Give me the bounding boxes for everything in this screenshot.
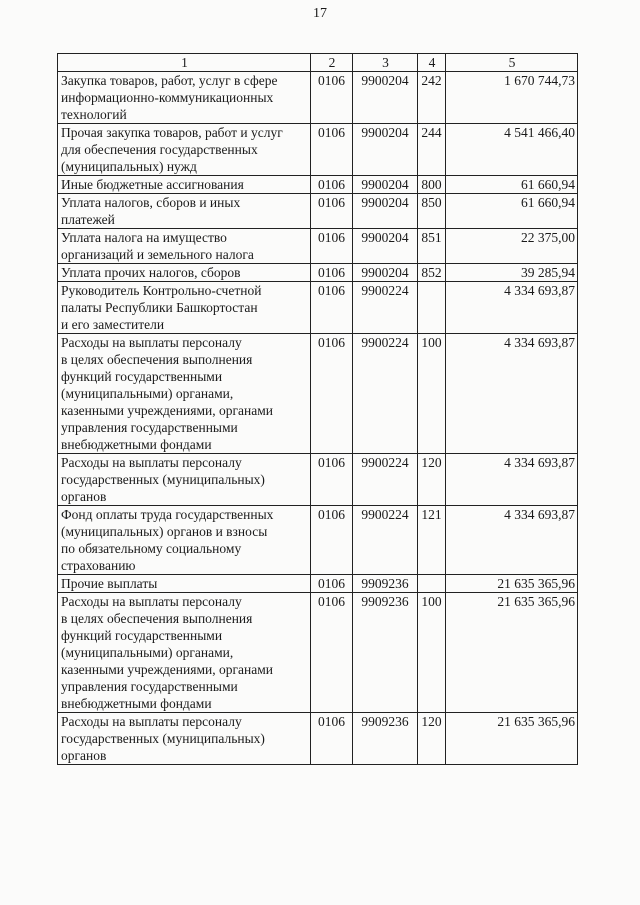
row-section-code: 0106 (311, 575, 353, 593)
row-expense-type-code: 850 (418, 194, 446, 229)
table-row (58, 282, 578, 334)
row-article-code: 9900224 (353, 506, 418, 575)
table-row (58, 713, 578, 765)
table-row (58, 454, 578, 506)
row-article-code: 9900224 (353, 334, 418, 454)
row-expense-type-code: 800 (418, 176, 446, 194)
row-name-cell: Уплата прочих налогов, сборов (58, 264, 311, 282)
row-expense-type-code: 121 (418, 506, 446, 575)
table-header-row (58, 54, 578, 72)
row-expense-type-code: 242 (418, 72, 446, 124)
table-row (58, 194, 578, 229)
row-amount: 4 541 466,40 (446, 124, 578, 176)
header-col-3: 3 (353, 54, 418, 72)
row-name-cell: Расходы на выплаты персоналу в целях обеспечения выполнения функций государственными (муниципальными) органами, казенными учреждениями, органами управления государственными внебюджетными фондами (58, 593, 311, 713)
row-name-cell: Прочие выплаты (58, 575, 311, 593)
row-expense-type-code: 120 (418, 454, 446, 506)
row-name-cell: Расходы на выплаты персоналу государственных (муниципальных) органов (58, 713, 311, 765)
row-section-code: 0106 (311, 124, 353, 176)
row-amount: 39 285,94 (446, 264, 578, 282)
row-section-code: 0106 (311, 713, 353, 765)
row-amount: 22 375,00 (446, 229, 578, 264)
row-amount: 21 635 365,96 (446, 593, 578, 713)
row-amount: 4 334 693,87 (446, 454, 578, 506)
row-amount: 4 334 693,87 (446, 506, 578, 575)
row-amount: 1 670 744,73 (446, 72, 578, 124)
row-section-code: 0106 (311, 506, 353, 575)
page-number: 17 (313, 6, 327, 21)
row-article-code: 9900204 (353, 176, 418, 194)
row-article-code: 9900224 (353, 454, 418, 506)
table-row (58, 575, 578, 593)
row-expense-type-code: 120 (418, 713, 446, 765)
row-amount: 21 635 365,96 (446, 713, 578, 765)
row-name-cell: Расходы на выплаты персоналу государственных (муниципальных) органов (58, 454, 311, 506)
table-row (58, 229, 578, 264)
row-name-cell: Фонд оплаты труда государственных (муниципальных) органов и взносы по обязательному социальному страхованию (58, 506, 311, 575)
row-article-code: 9900204 (353, 124, 418, 176)
budget-table (57, 53, 578, 765)
table-row (58, 264, 578, 282)
row-article-code: 9900204 (353, 72, 418, 124)
row-article-code: 9909236 (353, 713, 418, 765)
row-section-code: 0106 (311, 264, 353, 282)
row-section-code: 0106 (311, 229, 353, 264)
row-section-code: 0106 (311, 593, 353, 713)
table-row (58, 124, 578, 176)
row-name-cell: Расходы на выплаты персоналу в целях обеспечения выполнения функций государственными (муниципальными) органами, казенными учреждениями, органами управления государственными внебюджетными фондами (58, 334, 311, 454)
row-article-code: 9900224 (353, 282, 418, 334)
row-section-code: 0106 (311, 176, 353, 194)
row-expense-type-code: 100 (418, 593, 446, 713)
row-article-code: 9900204 (353, 229, 418, 264)
row-article-code: 9909236 (353, 593, 418, 713)
row-expense-type-code (418, 575, 446, 593)
row-article-code: 9909236 (353, 575, 418, 593)
budget-table-container (57, 53, 577, 765)
table-row (58, 72, 578, 124)
row-amount: 61 660,94 (446, 194, 578, 229)
row-expense-type-code (418, 282, 446, 334)
row-article-code: 9900204 (353, 194, 418, 229)
row-name-cell: Руководитель Контрольно-счетной палаты Республики Башкортостан и его заместители (58, 282, 311, 334)
table-row (58, 334, 578, 454)
row-expense-type-code: 244 (418, 124, 446, 176)
row-name-cell: Уплата налога на имущество организаций и земельного налога (58, 229, 311, 264)
row-amount: 4 334 693,87 (446, 282, 578, 334)
row-section-code: 0106 (311, 334, 353, 454)
table-row (58, 176, 578, 194)
header-col-2: 2 (311, 54, 353, 72)
row-amount: 21 635 365,96 (446, 575, 578, 593)
table-row (58, 506, 578, 575)
row-expense-type-code: 851 (418, 229, 446, 264)
row-name-cell: Закупка товаров, работ, услуг в сфере информационно-коммуникационных технологий (58, 72, 311, 124)
row-expense-type-code: 852 (418, 264, 446, 282)
row-section-code: 0106 (311, 194, 353, 229)
row-name-cell: Прочая закупка товаров, работ и услуг для обеспечения государственных (муниципальных) нужд (58, 124, 311, 176)
row-section-code: 0106 (311, 282, 353, 334)
header-col-4: 4 (418, 54, 446, 72)
row-name-cell: Иные бюджетные ассигнования (58, 176, 311, 194)
row-name-cell: Уплата налогов, сборов и иных платежей (58, 194, 311, 229)
row-amount: 4 334 693,87 (446, 334, 578, 454)
header-col-5: 5 (446, 54, 578, 72)
row-amount: 61 660,94 (446, 176, 578, 194)
table-row (58, 593, 578, 713)
row-expense-type-code: 100 (418, 334, 446, 454)
row-article-code: 9900204 (353, 264, 418, 282)
row-section-code: 0106 (311, 72, 353, 124)
header-col-1: 1 (58, 54, 311, 72)
row-section-code: 0106 (311, 454, 353, 506)
